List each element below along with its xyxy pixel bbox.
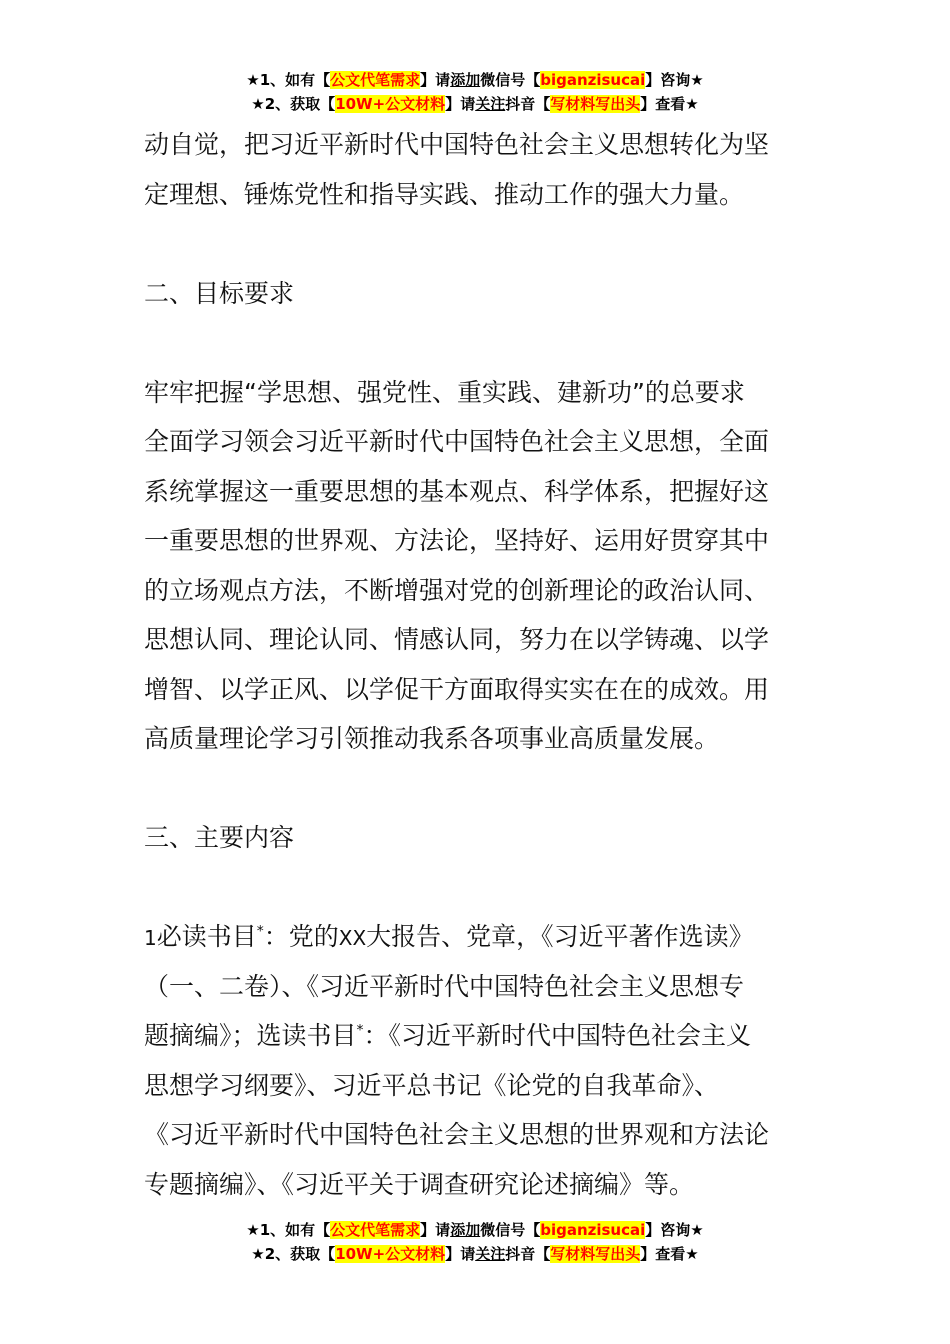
text-line: 系统掌握这一重要思想的基本观点、科学体系，把握好这 (144, 476, 770, 506)
banner-line-2 (0, 92, 950, 116)
footer-banner (0, 1218, 950, 1266)
text-line: 定理想、锤炼党性和指导实践、推动工作的强大力量。 (144, 179, 745, 209)
header-banner (0, 68, 950, 116)
banner-line-1 (0, 68, 950, 92)
text-span: 大报告、党章，《习近平著作选读》 (366, 922, 754, 951)
banner-underline: 添加 (450, 71, 481, 89)
banner-text: 微信号【 (480, 1221, 541, 1239)
banner-underline: 关注 (475, 95, 506, 113)
banner-text: 】请 (445, 1245, 476, 1263)
list-number: 1 (144, 926, 157, 950)
text-span: ：《习近平新时代中国特色社会主义 (363, 1021, 752, 1050)
banner-text: 】请 (420, 71, 451, 89)
text-line (144, 1011, 814, 1061)
banner-text: ★2、获取【 (251, 95, 336, 113)
text-line: 增智、以学正风、以学促干方面取得实实在在的成效。用 (144, 674, 770, 704)
text-line: 高质量理论学习引领推动我系各项事业高质量发展。 (144, 724, 720, 753)
heading-text: 二、目标要求 (144, 278, 295, 308)
section-heading-3 (144, 813, 814, 863)
asterisk-mark: * (256, 923, 264, 940)
banner-line-2 (0, 1242, 950, 1266)
banner-highlight: 10W+公文材料 (335, 95, 446, 113)
asterisk-mark: * (356, 1022, 364, 1039)
document-body (144, 120, 814, 1209)
text-line: 思想认同、理论认同、情感认同，努力在以学铸魂、以学 (144, 625, 770, 654)
banner-highlight: biganzisucai (540, 71, 646, 89)
text-line: 专题摘编》、《习近平关于调查研究论述摘编》等。 (144, 1169, 695, 1199)
banner-text: 】请 (445, 95, 476, 113)
banner-text: 微信号【 (480, 71, 541, 89)
banner-text: ★1、如有【 (246, 71, 331, 89)
banner-highlight: 10W+公文材料 (335, 1245, 446, 1263)
placeholder-xx: XX (338, 926, 367, 950)
banner-text: 抖音【 (505, 1245, 551, 1263)
paragraph-contents (144, 912, 814, 1209)
text-span: 题摘编》；选读书目 (144, 1021, 357, 1050)
banner-text: 】查看★ (640, 1245, 699, 1263)
paragraph-intro (144, 120, 814, 219)
banner-underline: 关注 (475, 1245, 506, 1263)
banner-highlight: 写材料写出头 (550, 1245, 641, 1263)
banner-highlight: 公文代笔需求 (330, 1221, 421, 1239)
banner-text: 抖音【 (505, 95, 551, 113)
text-span: ：党的 (263, 922, 339, 951)
text-line (144, 912, 814, 962)
text-line: 思想学习纲要》、习近平总书记《论党的自我革命》、 (144, 1070, 720, 1100)
text-line: 动自觉，把习近平新时代中国特色社会主义思想转化为坚 (144, 130, 770, 159)
text-line: （一、二卷）、《习近平新时代中国特色社会主义思想专 (144, 971, 745, 1001)
text-line: 全面学习领会习近平新时代中国特色社会主义思想，全面 (144, 427, 770, 456)
text-line: 一重要思想的世界观、方法论，坚持好、运用好贯穿其中 (144, 526, 770, 555)
banner-line-1 (0, 1218, 950, 1242)
banner-text: 】咨询★ (645, 71, 704, 89)
banner-text: 】咨询★ (645, 1221, 704, 1239)
banner-highlight: biganzisucai (540, 1221, 646, 1239)
banner-highlight: 公文代笔需求 (330, 71, 421, 89)
paragraph-goals (144, 368, 814, 764)
banner-text: ★2、获取【 (251, 1245, 336, 1263)
banner-text: 】请 (420, 1221, 451, 1239)
text-span: 必读书目 (156, 922, 257, 951)
text-line: 《习近平新时代中国特色社会主义思想的世界观和方法论 (144, 1120, 770, 1149)
banner-text: ★1、如有【 (246, 1221, 331, 1239)
heading-text: 三、主要内容 (144, 823, 295, 852)
banner-underline: 添加 (450, 1221, 481, 1239)
text-line: 牢牢把握“学思想、强党性、重实践、建新功”的总要求 (144, 377, 745, 407)
banner-highlight: 写材料写出头 (550, 95, 641, 113)
section-heading-2 (144, 269, 814, 319)
banner-text: 】查看★ (640, 95, 699, 113)
text-line: 的立场观点方法，不断增强对党的创新理论的政治认同、 (144, 575, 770, 605)
